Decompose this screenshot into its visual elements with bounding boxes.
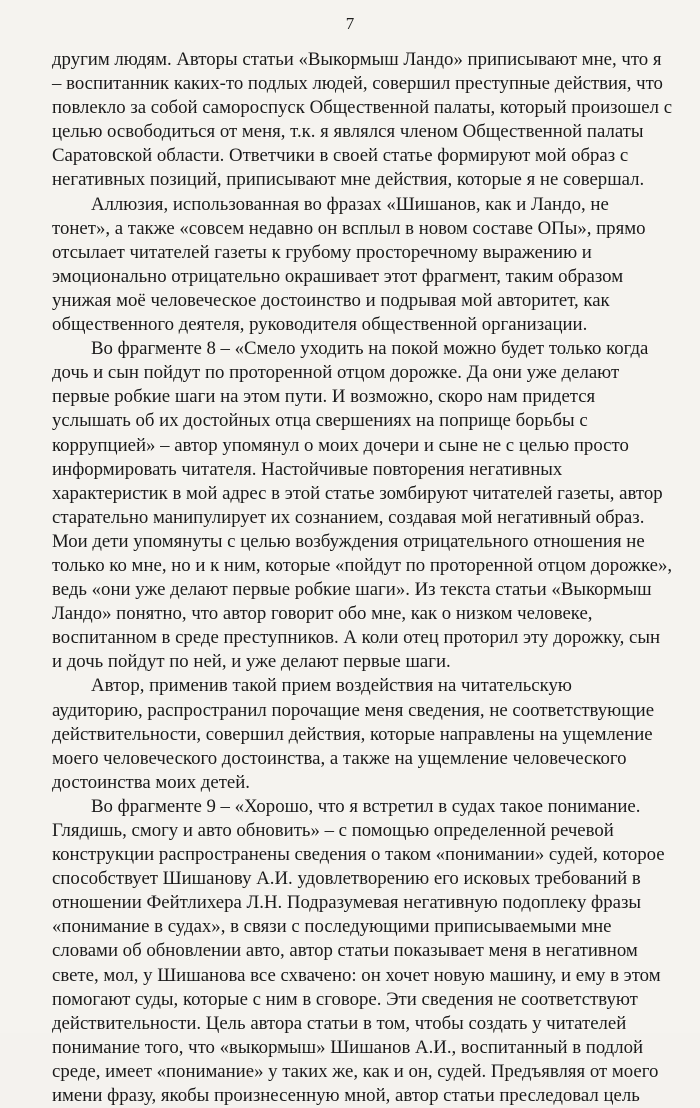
text-line: Мои дети упомянуты с целью возбуждения отрицательного отношения не [52,530,645,552]
text-line: – воспитанник каких-то подлых людей, совершил преступные действия, что [52,73,663,95]
text-line: среде, имеет «понимание» у таких же, как и он, судей. Предъявляя от моего [52,1060,659,1082]
text-line: Ландо» понятно, что автор говорит обо мне, как о низком человеке, [52,603,593,625]
text-line: Автор, применив такой прием воздействия на читательскую [91,675,572,697]
text-line: общественного деятеля, руководителя общественной организации. [52,314,588,336]
text-line: словами об обновлении авто, автор статьи показывает меня в негативном [52,940,638,962]
text-line: Глядишь, смогу и авто обновить» – с помощью определенной речевой [52,820,614,841]
text-line: услышать об их достойных отца свершениях на поприще борьбы с [52,410,588,432]
text-line: понимание того, что «выкормыш» Шишанов А.И., воспитанный в подлой [52,1036,644,1058]
text-line: повлекло за собой самороспуск Общественной палаты, который произошел с [52,97,673,119]
text-line: конструкции распространены сведения о таком «понимании» судей, которое [52,844,665,866]
text-line: характеристик в мой адрес в этой статье зомбируют читателей газеты, автор [52,482,663,504]
text-line: старательно манипулирует их сознанием, создавая мой негативный образ. [52,506,645,528]
text-line: имени фразу, якобы произнесенную мной, автор статьи преследовал цель [52,1085,640,1107]
text-line: ведь «они уже делают первые робкие шаги». Из текста статьи «Выкормыш [52,579,652,601]
text-line: Во фрагменте 8 – «Смело уходить на покой можно будет только когда [91,338,649,360]
document-body-text [52,48,678,1108]
text-line: действительности, совершил действия, которые направлены на ущемление [52,723,653,745]
text-line: только ко мне, но и к ним, которые «пойдут по проторенной отцом дорожке», [52,554,673,576]
page-number: 7 [345,14,355,33]
text-line: «понимание в судах», в связи с последующими приписываемыми мне [52,916,612,938]
text-line: дочь и сын пойдут по проторенной отцом дорожке. Да они уже делают [52,362,620,384]
text-line: эмоционально отрицательно окрашивает этот фрагмент, таким образом [52,265,624,287]
text-line: Саратовской области. Ответчики в своей статье формируют мой образ с [52,145,629,167]
text-line: тонет», а также «совсем недавно он всплыл в новом составе ОПы», прямо [52,217,646,239]
text-line: достоинства моих детей. [52,771,250,793]
text-line: свете, мол, у Шишанова все схвачено: он хочет новую машину, и ему в этом [52,964,661,986]
text-line: воспитанном в среде преступников. А коли отец проторил эту дорожку, сын [52,627,661,649]
text-line: целью освободиться от меня, т.к. я являлся членом Общественной палаты [52,121,644,143]
text-line: и дочь пойдут по ней, и уже делают первые шаги. [52,651,451,673]
text-line: отношении Фейтлихера Л.Н. Подразумевая негативную подоплеку фразы [52,892,641,914]
text-line: действительности. Цель автора статьи в том, чтобы создать у читателей [52,1012,627,1034]
text-line: способствует Шишанову А.И. удовлетворению его исковых требований в [52,868,641,890]
text-line: первые робкие шаги на этом пути. И возможно, скоро нам придется [52,386,596,408]
text-line: аудиторию, распространил порочащие меня сведения, не соответствующие [52,699,655,721]
text-line: Во фрагменте 9 – «Хорошо, что я встретил в судах такое понимание. [91,795,641,817]
text-line: моего человеческого достоинства, а также на ущемление человеческого [52,747,627,769]
text-line: информировать читателя. Настойчивые повторения негативных [52,458,563,480]
text-line: Аллюзия, использованная во фразах «Шишанов, как и Ландо, не [91,193,609,215]
text-line: унижая моё человеческое достоинство и подрывая мой авторитет, как [52,289,610,311]
text-line: другим людям. Авторы статьи «Выкормыш Ландо» приписывают мне, что я [52,49,662,70]
text-line: отсылает читателей газеты к грубому просторечному выражению и [52,241,592,263]
text-line: помогают суды, которые с ним в сговоре. Эти сведения не соответствуют [52,988,638,1010]
text-line: коррупцией» – автор упомянул о моих дочери и сыне не с целью просто [52,434,629,456]
text-line: негативных позиций, приписывают мне действия, которые я не совершал. [52,169,645,191]
